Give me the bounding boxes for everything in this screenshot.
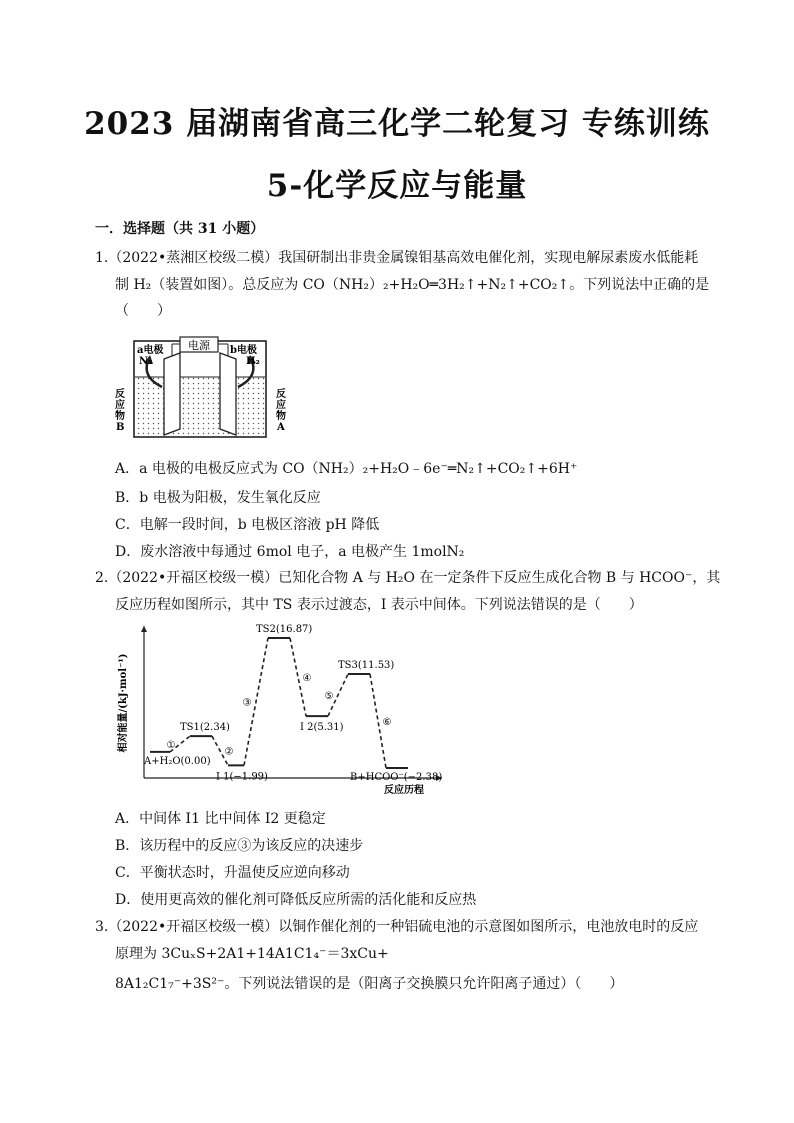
- q1-line3: （ ）: [115, 303, 171, 319]
- q1-line1: 1.（2022•蒸湘区校级二模）我国研制出非贵金属镍钼基高效电催化剂，实现电解尿素废水低能耗: [95, 250, 699, 266]
- point-label: I 2(5.31): [300, 722, 344, 734]
- svg-text:B: B: [116, 422, 125, 433]
- energy-profile-chart: [112, 618, 457, 798]
- point-label: TS2(16.87): [256, 624, 313, 635]
- point-label: TS3(11.53): [338, 660, 395, 672]
- point-label: I 1(−1.99): [216, 771, 268, 783]
- q2-option-c: C．平衡状态时，升温使反应逆向移动: [115, 865, 350, 881]
- q2-line2: 反应历程如图所示，其中 TS 表示过渡态，I 表示中间体。下列说法错误的是（ ）: [115, 597, 643, 613]
- q2-line1: 2.（2022•开福区校级一模）已知化合物 A 与 H₂O 在一定条件下反应生成化合物 B 与 HCOO⁻，其: [95, 570, 721, 586]
- q1-option-a: A．a 电极的电极反应式为 CO（NH₂）₂+H₂O﹣6e⁻═N₂↑+CO₂↑+6H⁺: [115, 461, 578, 477]
- step-marker: ④: [302, 673, 312, 685]
- page-title: 2023 届湖南省高三化学二轮复习 专练训练: [84, 106, 710, 142]
- svg-text:A: A: [277, 422, 285, 433]
- y-axis-arrow: [141, 626, 147, 632]
- q2-option-d: D．使用更高效的催化剂可降低反应所需的活化能和反应热: [115, 892, 477, 908]
- right-reactant-label: [276, 387, 286, 433]
- q2-option-a: A．中间体 I1 比中间体 I2 更稳定: [115, 811, 326, 827]
- q3-line2: 原理为 3CuₓS+2A1+14A1C1₄⁻＝3xCu+: [115, 946, 389, 962]
- power-label: 电源: [188, 339, 210, 352]
- svg-text:应: 应: [115, 400, 125, 411]
- left-reactant-label: [115, 387, 125, 433]
- q1-line2: 制 H₂（装置如图）。总反应为 CO（NH₂）₂+H₂O═3H₂↑+N₂↑+CO₂↑。下列说法中正确的是: [115, 277, 710, 293]
- b-gas-label: H₂: [246, 356, 260, 367]
- a-gas-label: N₂: [139, 356, 153, 367]
- electrolysis-figure: [112, 327, 302, 442]
- q2-option-b: B．该历程中的反应③为该反应的决速步: [115, 838, 364, 854]
- q1-option-d: D．废水溶液中每通过 6mol 电子，a 电极产生 1molN₂: [115, 544, 465, 560]
- svg-text:应: 应: [276, 400, 286, 411]
- b-electrode-label: b电极: [230, 345, 257, 356]
- svg-text:反: 反: [276, 389, 286, 400]
- q1-option-c: C．电解一段时间，b 电极区溶液 pH 降低: [115, 517, 380, 533]
- q1-option-b: B．b 电极为阳极，发生氧化反应: [115, 490, 321, 506]
- page-subtitle: 5-化学反应与能量: [266, 168, 528, 204]
- step-marker: ②: [224, 746, 234, 758]
- step-marker: ③: [242, 697, 252, 709]
- y-axis-label: 相对能量/(kJ·mol⁻¹): [118, 653, 129, 753]
- section-heading: 一．选择题（共 31 小题）: [95, 221, 265, 237]
- svg-text:反: 反: [115, 389, 125, 400]
- x-axis-label: 反应历程: [384, 785, 424, 796]
- point-label: TS1(2.34): [180, 722, 230, 734]
- svg-text:物: 物: [115, 411, 125, 422]
- a-electrode-label: a电极: [137, 345, 164, 356]
- q3-line1: 3.（2022•开福区校级一模）以铜作催化剂的一种铝硫电池的示意图如图所示，电池放电时的反应: [95, 919, 699, 935]
- point-label: A+H₂O(0.00): [144, 755, 211, 767]
- step-marker: ⑤: [324, 691, 334, 703]
- svg-text:物: 物: [276, 411, 286, 422]
- step-marker: ⑥: [382, 717, 392, 729]
- q3-line3: 8A1₂C1₇⁻+3S²⁻。下列说法错误的是（阳离子交换膜只允许阳离子通过）（ ）: [115, 976, 624, 992]
- point-label: B+HCOO⁻(−2.38): [350, 772, 443, 783]
- step-marker: ①: [166, 740, 176, 752]
